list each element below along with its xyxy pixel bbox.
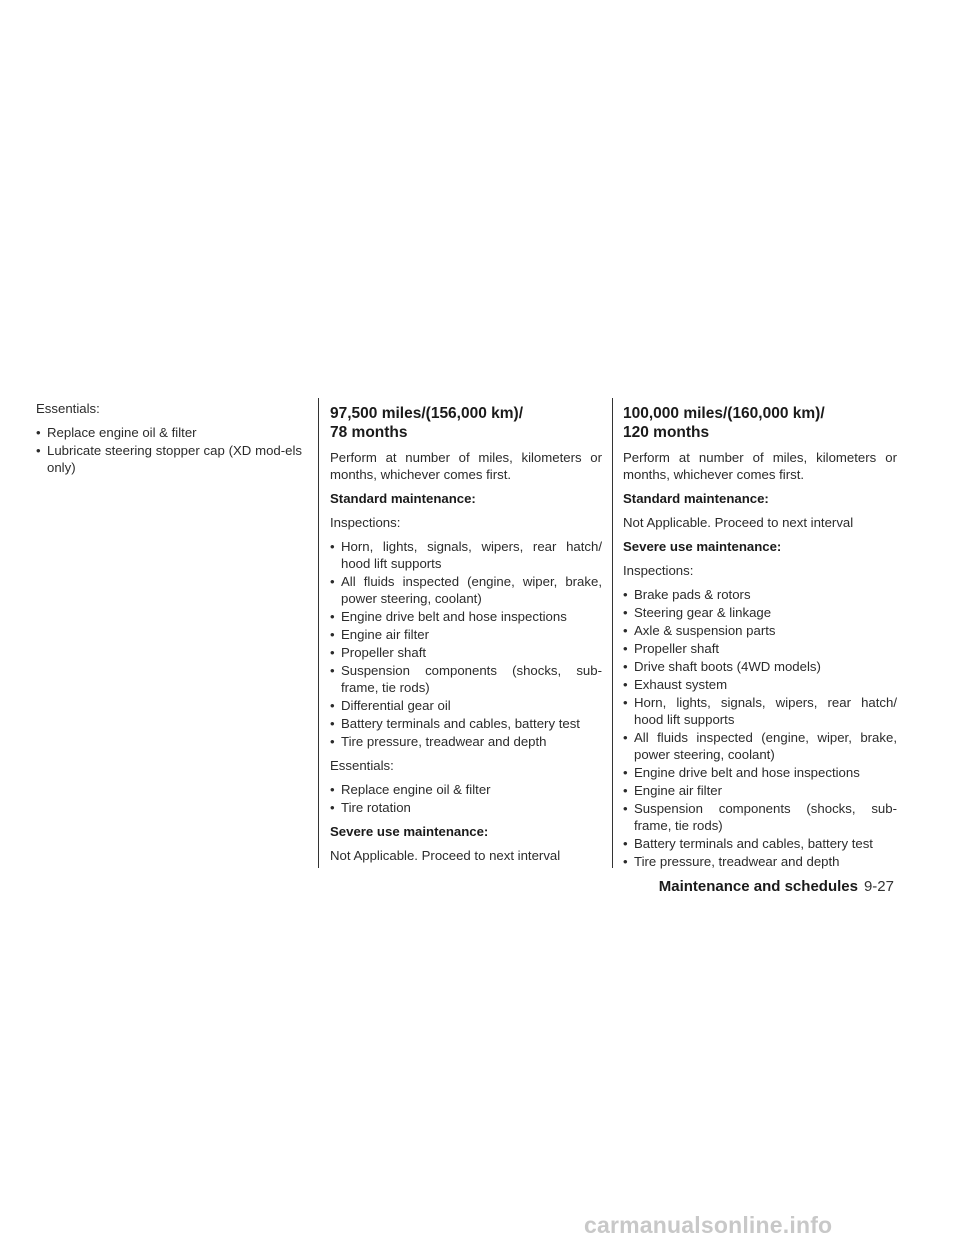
interval-heading xyxy=(330,404,602,442)
list-item: • Suspension components (shocks, sub-frame, tie rods) xyxy=(330,662,602,696)
essentials-list xyxy=(330,781,602,816)
heading-line-1: 100,000 miles/(160,000 km)/ xyxy=(623,405,825,422)
intro-text: Perform at number of miles, kilometers or months, whichever comes first. xyxy=(623,450,897,482)
list-item: • Steering gear & linkage xyxy=(623,604,897,621)
essentials-label: Essentials: xyxy=(330,758,394,773)
essentials-label: Essentials: xyxy=(36,401,100,416)
list-item: • Tire rotation xyxy=(330,799,602,816)
essentials-list xyxy=(36,424,302,476)
interval-heading xyxy=(623,404,897,442)
list-item: • Propeller shaft xyxy=(623,640,897,657)
list-item: • All fluids inspected (engine, wiper, brake, power steering, coolant) xyxy=(330,573,602,607)
page-number: 9-27 xyxy=(863,878,894,895)
list-item: • Battery terminals and cables, battery test xyxy=(623,835,897,852)
list-item: • Horn, lights, signals, wipers, rear hatch/ hood lift supports xyxy=(623,694,897,728)
heading-line-2: 120 months xyxy=(623,424,710,441)
inspections-label: Inspections: xyxy=(330,515,401,530)
watermark: carmanualsonline.info xyxy=(584,1212,833,1238)
list-item: • Differential gear oil xyxy=(330,697,602,714)
column-1 xyxy=(36,400,302,483)
list-item: • Suspension components (shocks, sub-frame, tie rods) xyxy=(623,800,897,834)
list-item: • Lubricate steering stopper cap (XD mod-els only) xyxy=(36,442,302,476)
list-item: • Engine air filter xyxy=(623,782,897,799)
inspections-label: Inspections: xyxy=(623,563,694,578)
standard-maintenance-label: Standard maintenance: xyxy=(330,491,476,506)
list-item: • Replace engine oil & filter xyxy=(36,424,302,441)
list-item: • Engine drive belt and hose inspections xyxy=(330,608,602,625)
heading-line-2: 78 months xyxy=(330,424,408,441)
list-item: • Propeller shaft xyxy=(330,644,602,661)
list-item: • Engine air filter xyxy=(330,626,602,643)
intro-text: Perform at number of miles, kilometers or months, whichever comes first. xyxy=(330,450,602,482)
severe-maintenance-label: Severe use maintenance: xyxy=(330,824,489,839)
column-3 xyxy=(623,400,897,877)
list-item: • All fluids inspected (engine, wiper, brake, power steering, coolant) xyxy=(623,729,897,763)
list-item: • Replace engine oil & filter xyxy=(330,781,602,798)
severe-maintenance-label: Severe use maintenance: xyxy=(623,539,782,554)
page-footer xyxy=(659,877,894,896)
list-item: • Tire pressure, treadwear and depth xyxy=(623,853,897,870)
list-item: • Tire pressure, treadwear and depth xyxy=(330,733,602,750)
severe-maintenance-text: Not Applicable. Proceed to next interval xyxy=(330,848,561,863)
section-title: Maintenance and schedules xyxy=(658,878,858,895)
column-divider xyxy=(612,398,613,868)
standard-maintenance-text: Not Applicable. Proceed to next interval xyxy=(623,515,854,530)
list-item: • Horn, lights, signals, wipers, rear hatch/ hood lift supports xyxy=(330,538,602,572)
inspections-list xyxy=(330,538,602,750)
list-item: • Battery terminals and cables, battery test xyxy=(330,715,602,732)
column-2 xyxy=(330,400,602,871)
heading-line-1: 97,500 miles/(156,000 km)/ xyxy=(330,405,524,422)
standard-maintenance-label: Standard maintenance: xyxy=(623,491,769,506)
inspections-list xyxy=(623,586,897,870)
list-item: • Brake pads & rotors xyxy=(623,586,897,603)
column-divider xyxy=(318,398,319,868)
list-item: • Axle & suspension parts xyxy=(623,622,897,639)
list-item: • Drive shaft boots (4WD models) xyxy=(623,658,897,675)
list-item: • Engine drive belt and hose inspections xyxy=(623,764,897,781)
list-item: • Exhaust system xyxy=(623,676,897,693)
